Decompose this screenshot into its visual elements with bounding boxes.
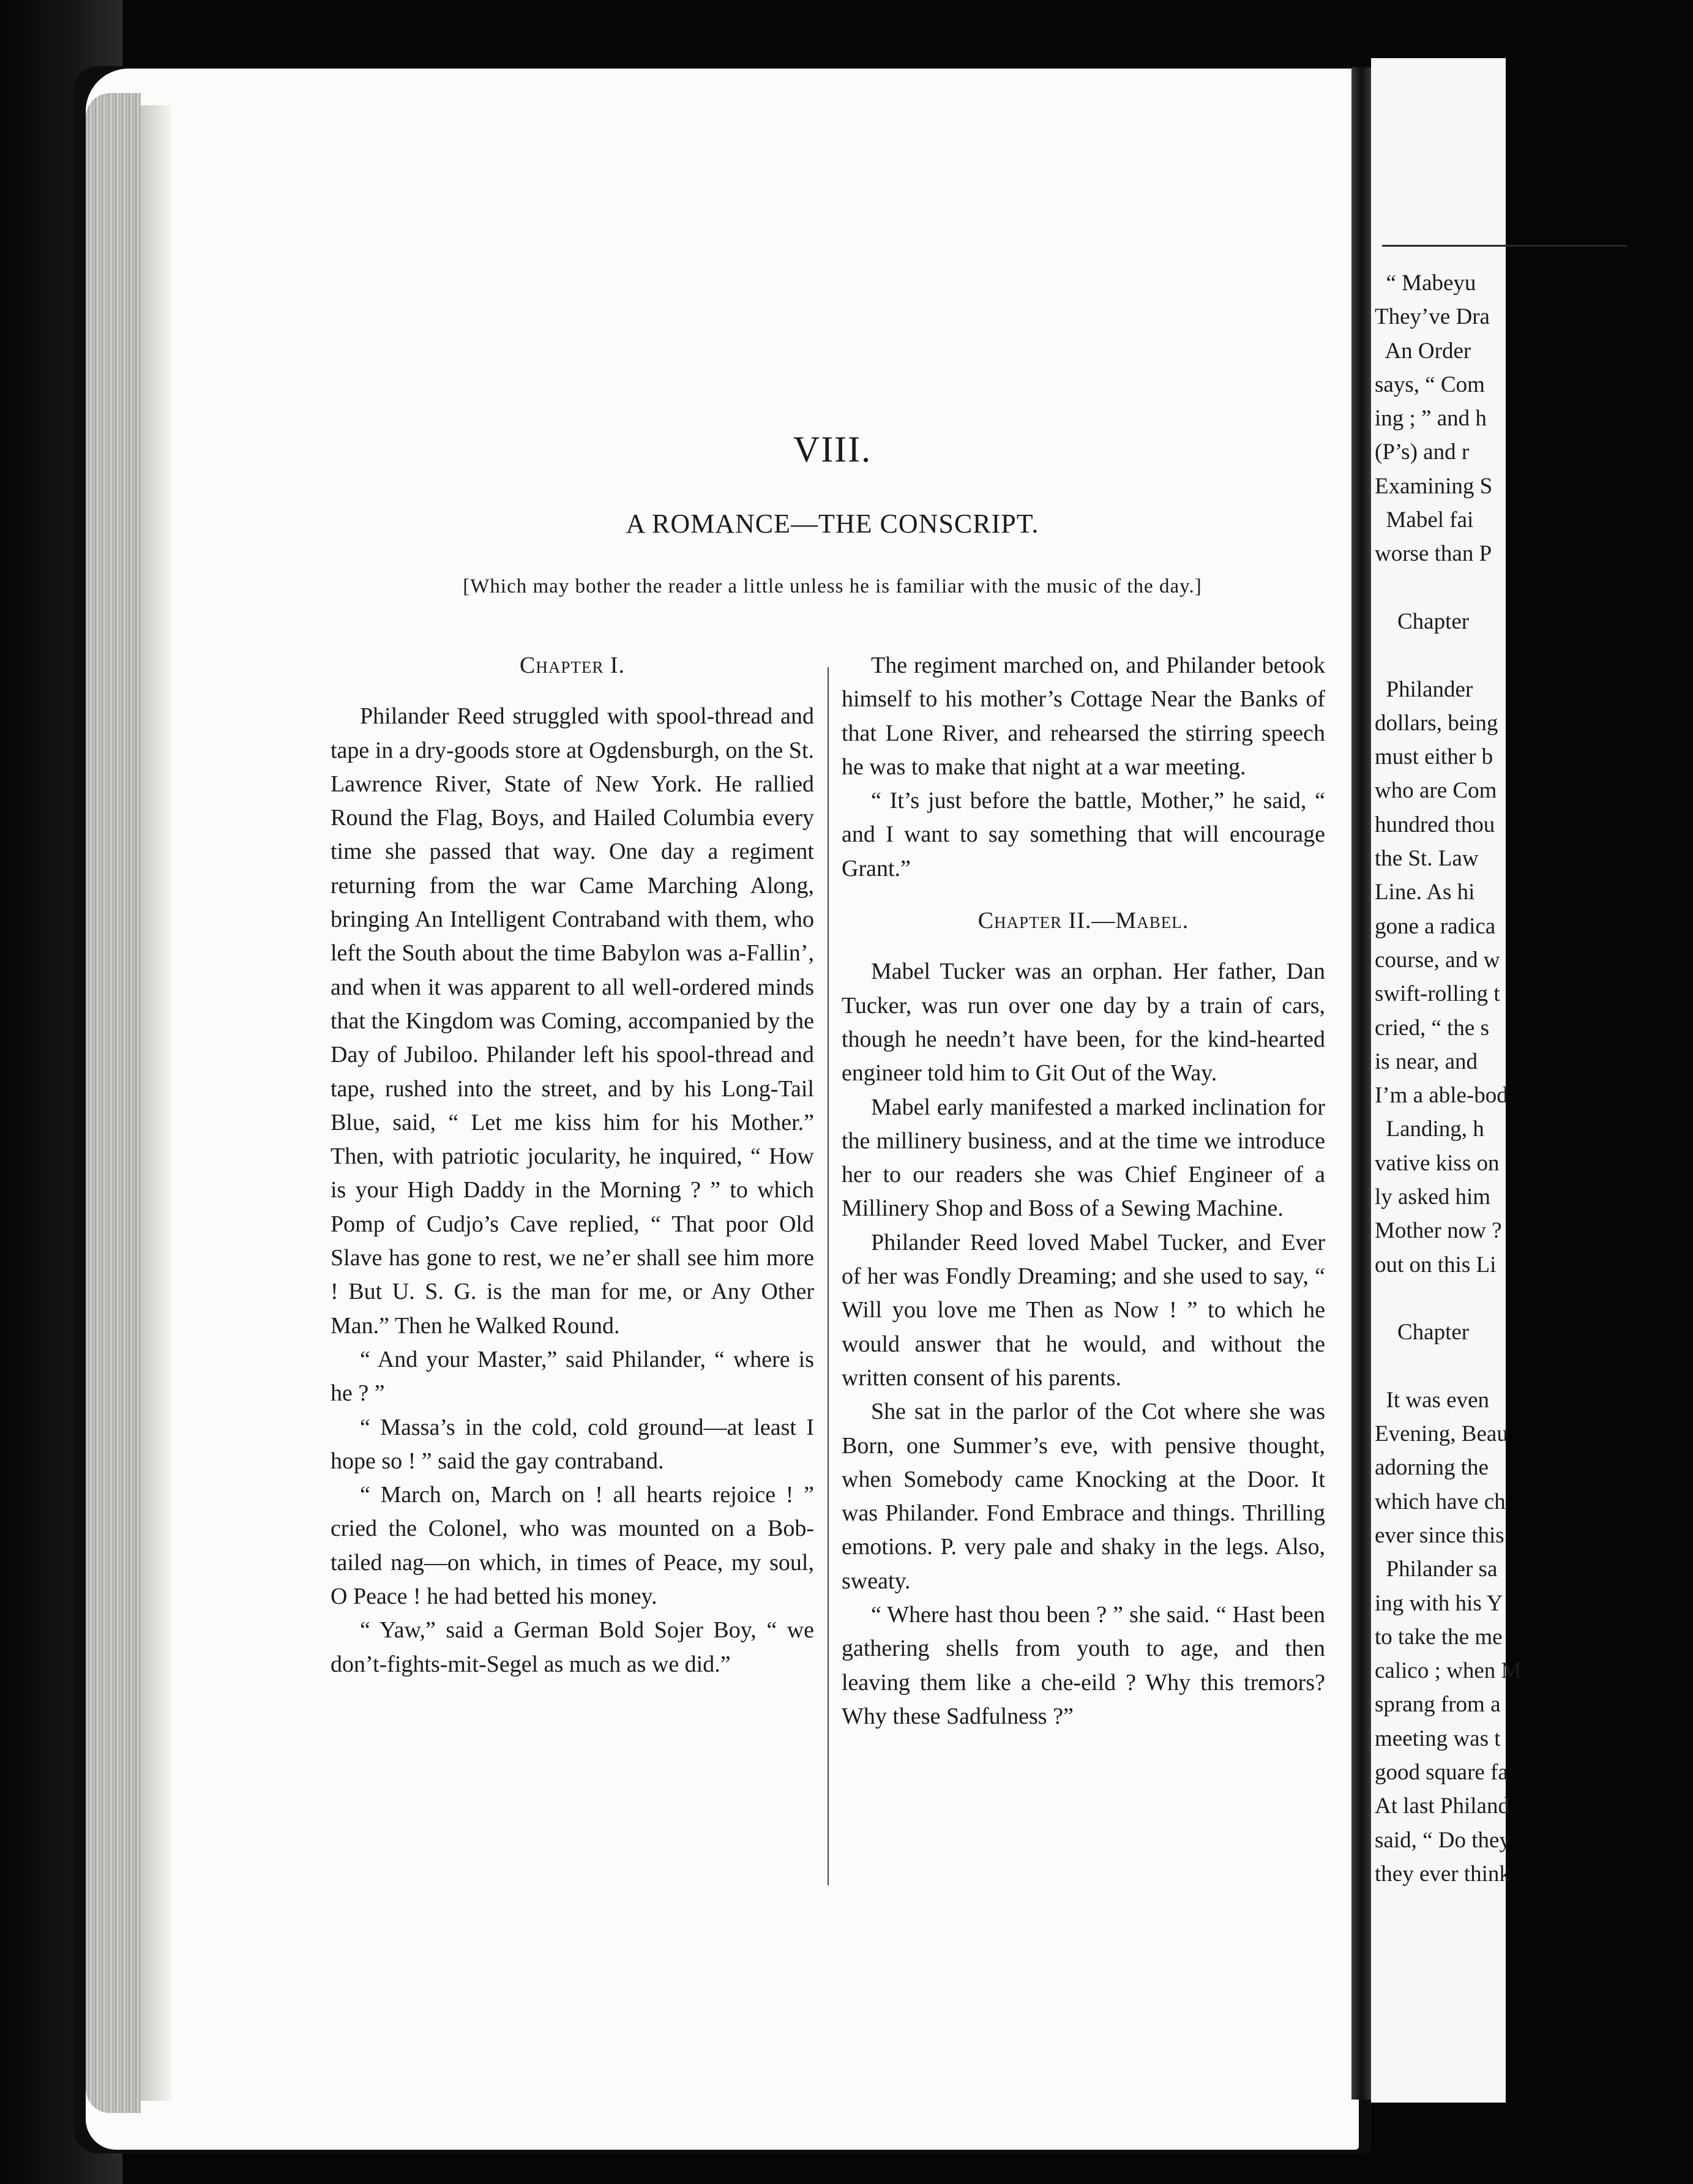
next-page-line: gone a radica: [1375, 913, 1496, 939]
article-subtitle: [Which may bother the reader a little unless he is familiar with the music of the day.]: [463, 575, 1202, 597]
page-fore-edge-highlight: [141, 105, 171, 2101]
next-page-line: ly asked him: [1375, 1184, 1491, 1210]
paragraph: The regiment marched on, and Philander betook himself to his mother’s Cottage Near the Banks of that Lone River, and rehearsed the stirring speech he was to make that night at a war meeting.: [842, 653, 1325, 780]
next-page-line: Chapter: [1375, 1320, 1470, 1345]
next-page-line: they ever think: [1375, 1861, 1511, 1887]
next-page-line: [1375, 571, 1693, 605]
right-text-column: [842, 649, 1325, 1733]
next-page-line: An Order: [1375, 338, 1471, 364]
paragraph: Philander Reed struggled with spool-thread and tape in a dry-goods store at Ogdensburgh, on the St. Lawrence River, State of New York. He rallied Round the Flag, Boys, and Hailed Columbia every time she passed that way. One day a regiment returning from the war Came Marching Along, bringing An Intelligent Contraband with them, who left the South about the time Babylon was a-Fallin’, and when it was apparent to all well-ordered minds that the Kingdom was Coming, accompanied by the Day of Jubiloo. Philander left his spool-thread and tape, rushed into the street, and by his Long-Tail Blue, said, “ Let me kiss him for his Mother.” Then, with patriotic jocularity, he inquired, “ How is your High Daddy in the Morning ? ” to which Pomp of Cudjo’s Cave replied, “ That poor Old Slave has gone to rest, we ne’er shall see him more ! But U. S. G. is the man for me, or Any Other Man.” Then he Walked Round.: [331, 703, 814, 1339]
paragraph: Philander Reed loved Mabel Tucker, and Ever of her was Fondly Dreaming; and she used to say, “ Will you love me Then as Now ! ” to which he would answer that he would, and without the written consent of his parents.: [842, 1229, 1325, 1391]
paragraph: “ And your Master,” said Philander, “ where is he ? ”: [331, 1346, 814, 1407]
next-page-line: Mabel fai: [1375, 507, 1474, 533]
next-page-line: Line. As hi: [1375, 880, 1475, 905]
next-page-line: ever since this: [1375, 1522, 1504, 1548]
paragraph: Mabel Tucker was an orphan. Her father, Dan Tucker, was run over one day by a train of cars, though he needn’t have been, for the kind-hearted engineer told him to Git Out of the Way.: [842, 959, 1325, 1086]
next-page-line: worse than P: [1375, 541, 1492, 567]
next-page-line: dollars, being: [1375, 710, 1498, 736]
next-page-line: vative kiss on: [1375, 1150, 1500, 1176]
next-page-line: Chapter: [1375, 608, 1470, 634]
paragraph: Mabel early manifested a marked inclination for the millinery business, and at the time we introduce her to our readers she was Chief Engineer of a Millinery Shop and Boss of a Sewing Machine.: [842, 1094, 1325, 1222]
next-page-line: It was even: [1375, 1387, 1489, 1413]
next-page-line: course, and w: [1375, 947, 1500, 973]
chapter-two-heading: Chapter II.—Mabel.: [977, 908, 1189, 934]
paragraph: She sat in the parlor of the Cot where she was Born, one Summer’s eve, with pensive thought, when Somebody came Knocking at the Door. It was Philander. Fond Embrace and things. Thrilling emotions. P. very pale and shaky in the legs. Also, sweaty.: [842, 1399, 1325, 1594]
next-page-line: “ Mabeyu: [1375, 271, 1476, 296]
next-page-line: cried, “ the s: [1375, 1015, 1489, 1041]
next-page-line: Philander sa: [1375, 1557, 1498, 1582]
next-page-line: [1375, 1282, 1693, 1315]
paragraph: “ It’s just before the battle, Mother,” he said, “ and I want to say something that will encourage Grant.”: [842, 788, 1325, 881]
next-page-line: At last Philand: [1375, 1793, 1509, 1819]
chapter-one-heading: Chapter I.: [519, 653, 625, 678]
next-page-line: They’ve Dra: [1375, 304, 1490, 330]
page-fore-edge: [86, 93, 141, 2113]
next-page-fragment: [1371, 58, 1522, 2103]
next-page-line: ing ; ” and h: [1375, 406, 1487, 432]
next-page-line: is near, and: [1375, 1049, 1478, 1074]
next-page-line: calico ; when M: [1375, 1658, 1522, 1684]
next-page-line: Landing, h: [1375, 1116, 1484, 1142]
left-text-column: [331, 649, 814, 1681]
next-page-lines: [1375, 266, 1693, 1891]
next-page-line: I’m a able-bod: [1375, 1083, 1508, 1109]
chapter-number: VIII.: [793, 429, 872, 469]
next-page-line: [1375, 1350, 1693, 1383]
next-page-line: (P’s) and r: [1375, 439, 1470, 465]
article-title: A ROMANCE—THE CONSCRIPT.: [626, 509, 1039, 539]
next-page-line: which have ch: [1375, 1489, 1506, 1514]
next-page-line: Evening, Beau: [1375, 1421, 1508, 1447]
column-divider: [828, 667, 829, 1885]
next-page-line: Examining S: [1375, 473, 1493, 499]
next-page-line: Philander: [1375, 676, 1473, 702]
next-page-line: Mother now ?: [1375, 1218, 1502, 1244]
paragraph: “ March on, March on ! all hearts rejoice ! ” cried the Colonel, who was mounted on a Bob-tailed nag—on which, in times of Peace, my soul, O Peace ! he had betted his money.: [331, 1482, 814, 1610]
next-page-line: [1375, 638, 1693, 672]
next-page-line: adorning the: [1375, 1455, 1489, 1481]
next-page-line: out on this Li: [1375, 1252, 1497, 1277]
next-page-line: sprang from a: [1375, 1692, 1501, 1718]
paragraph: “ Yaw,” said a German Bold Sojer Boy, “ we don’t-fights-mit-Segel as much as we did.”: [331, 1617, 814, 1677]
next-page-line: who are Com: [1375, 778, 1497, 804]
next-page-line: said, “ Do they: [1375, 1827, 1511, 1853]
next-page-line: hundred thou: [1375, 812, 1495, 837]
next-page-line: meeting was t: [1375, 1726, 1501, 1751]
next-page-line: good square fa: [1375, 1760, 1508, 1786]
next-page-line: to take the me: [1375, 1624, 1503, 1650]
next-page-line: says, “ Com: [1375, 372, 1485, 397]
next-page-line: ing with his Y: [1375, 1590, 1503, 1616]
paragraph: “ Massa’s in the cold, cold ground—at least I hope so ! ” said the gay contraband.: [331, 1414, 814, 1474]
header-rule: [1382, 245, 1627, 247]
next-page-line: swift-rolling t: [1375, 981, 1500, 1007]
next-page-line: the St. Law: [1375, 846, 1479, 872]
next-page-line: must either b: [1375, 744, 1493, 770]
paragraph: “ Where hast thou been ? ” she said. “ Hast been gathering shells from youth to age, and then leaving them like a che-eild ? Why this tremors? Why these Sadfulness ?”: [842, 1602, 1325, 1729]
